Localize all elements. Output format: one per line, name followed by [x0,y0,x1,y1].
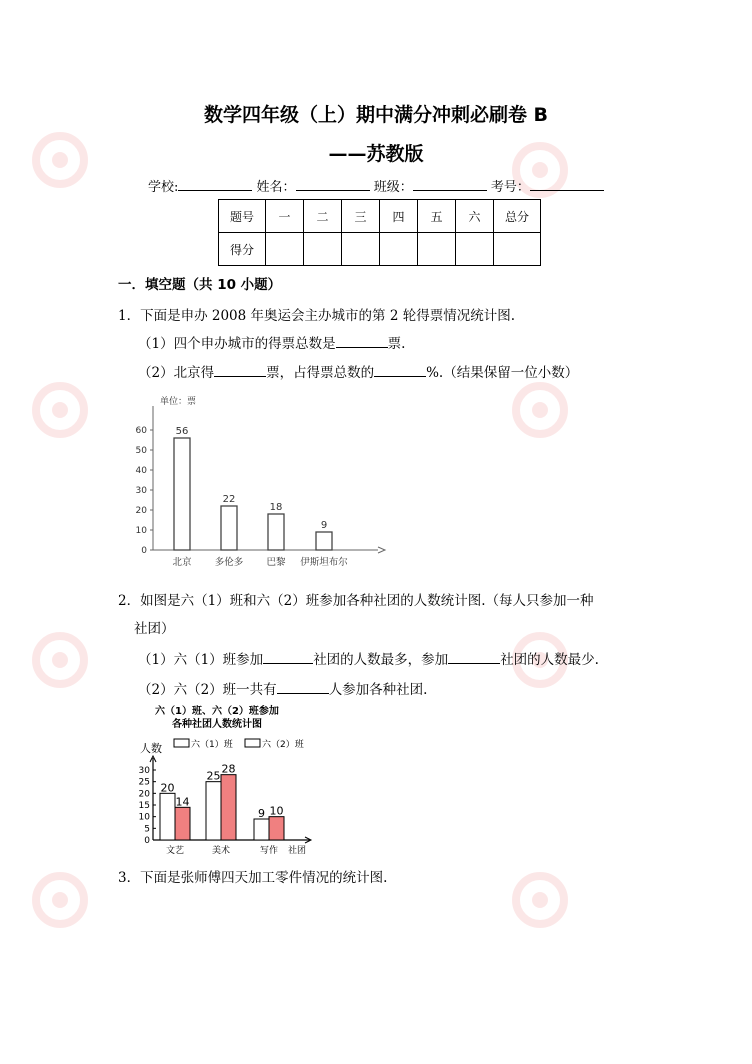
score-input-cell[interactable] [266,233,304,266]
data-label: 28 [221,762,236,776]
x-tick-label: 写作 [259,846,279,856]
score-input-cell[interactable] [456,233,494,266]
q2-part1-blank-least[interactable] [448,650,500,664]
q1-part2-blank-votes[interactable] [214,363,266,377]
score-input-cell[interactable] [380,233,418,266]
x-tick-label: 巴黎 [266,557,286,568]
bar [206,782,221,840]
y-tick-label: 20 [138,789,150,800]
votes-bar-chart [130,392,390,572]
class-label: 班级： [373,180,413,195]
x-tick-label: 多伦多 [214,557,244,568]
q1-part2-blank-percent[interactable] [374,363,426,377]
q1-part1-text: （1）四个申办城市的得票总数是 [138,336,336,352]
data-label: 9 [258,807,265,820]
section-heading: 一．填空题（共 10 小题） [118,277,282,293]
q2-part2 [138,678,427,698]
q2-part2-text-end: 人参加各种社团. [328,682,428,698]
student-info-row [148,176,604,195]
q2-part1-text: （1）六（1）班参加 [138,652,264,668]
y-tick-label: 30 [138,766,150,776]
y-tick-label: 0 [141,546,147,556]
data-label: 22 [222,494,236,505]
x-tick-label: 伊斯坦布尔 [300,557,348,568]
y-tick-label: 50 [135,446,147,456]
y-axis-label: 人数 [140,742,162,755]
q2-part2-blank[interactable] [277,680,329,694]
legend-label-class2: 六（2）班 [262,740,304,750]
score-table-cell: 三 [342,200,380,233]
score-table-cell: 四 [380,200,418,233]
bar [221,506,237,550]
name-blank[interactable] [296,178,370,191]
y-tick-label: 10 [135,526,147,536]
score-table-score-row [219,233,541,266]
q2-part1-text-mid: 社团的人数最多，参加 [313,652,449,668]
bar [175,807,190,840]
data-label: 25 [206,769,221,783]
score-table-cell: 得分 [219,233,266,266]
x-axis-arrow [378,547,385,553]
score-table-cell: 二 [304,200,342,233]
y-tick-label: 5 [144,824,150,835]
bar [268,514,284,550]
score-table-cell: 六 [456,200,494,233]
q2-stem-continued: 社团） [134,621,175,637]
y-axis-label: 单位：票 [160,397,197,407]
score-table-cell: 总分 [494,200,541,233]
page-subtitle: ——苏教版 [328,143,424,165]
y-tick-label: 0 [144,836,150,846]
bar [221,775,236,840]
chart-title-line1: 六（1）班、六（2）班参加 [155,706,279,717]
x-axis-label: 社团 [288,846,307,856]
data-label: 9 [320,520,328,531]
legend-swatch-class1 [174,739,189,747]
bar [174,438,190,550]
q1-stem: 1．下面是申办 2008 年奥运会主办城市的第 2 轮得票情况统计图. [118,308,515,324]
y-tick-label: 25 [138,777,150,788]
q2-part1-text-end: 社团的人数最少. [500,652,599,668]
page-title: 数学四年级（上）期中满分冲刺必刷卷 B [203,104,549,126]
chart-title-line2: 各种社团人数统计图 [172,719,262,730]
data-label: 10 [269,804,284,818]
score-input-cell[interactable] [342,233,380,266]
score-table-cell: 题号 [219,200,266,233]
score-input-cell[interactable] [304,233,342,266]
data-label: 18 [269,502,283,513]
exam-no-blank[interactable] [530,178,604,191]
class-blank[interactable] [413,178,487,191]
q1-part2-text-end: %.（结果保留一位小数） [426,365,579,381]
score-input-cell[interactable] [418,233,456,266]
score-input-cell[interactable] [494,233,541,266]
bar [254,819,269,840]
q1-part1-blank[interactable] [336,334,388,348]
y-tick-label: 20 [135,506,147,516]
y-tick-label: 15 [138,801,150,811]
x-tick-label: 美术 [211,846,231,856]
school-label: 学校: [148,180,179,195]
q1-part2-text: （2）北京得 [138,365,215,381]
y-tick-label: 30 [135,486,147,496]
q1-part1-text-end: 票. [387,336,406,352]
watermark-logo [20,840,150,974]
x-tick-label: 文艺 [165,846,185,856]
q2-stem: 2．如图是六（1）班和六（2）班参加各种社团的人数统计图.（每人只参加一种 [118,593,594,609]
y-tick-label: 60 [135,426,147,436]
legend-label-class1: 六（1）班 [191,740,233,750]
q3-stem: 3．下面是张师傅四天加工零件情况的统计图. [118,870,388,886]
score-table-header-row [219,200,541,233]
club-bar-chart [130,700,330,860]
x-tick-label: 北京 [172,557,192,568]
q2-part1-blank-most[interactable] [263,650,313,664]
q2-part2-text: （2）六（2）班一共有 [138,682,277,698]
q1-part1 [138,332,405,352]
bar [160,793,175,840]
score-table [218,199,541,266]
q2-part1 [138,648,599,668]
bar [316,532,332,550]
bar [269,817,284,840]
exam-no-label: 考号： [490,180,530,195]
y-tick-label: 40 [135,466,147,476]
q1-part2-text-mid: 票，占得票总数的 [266,365,375,381]
score-table-cell: 一 [266,200,304,233]
data-label: 20 [160,781,175,795]
y-tick-label: 10 [138,812,150,823]
data-label: 56 [175,426,189,437]
name-label: 姓名： [256,180,296,195]
watermark-logo [500,840,630,974]
score-table-cell: 五 [418,200,456,233]
school-blank[interactable] [178,178,252,191]
legend-swatch-class2 [245,739,260,747]
data-label: 14 [175,795,190,809]
q1-part2 [138,361,578,381]
